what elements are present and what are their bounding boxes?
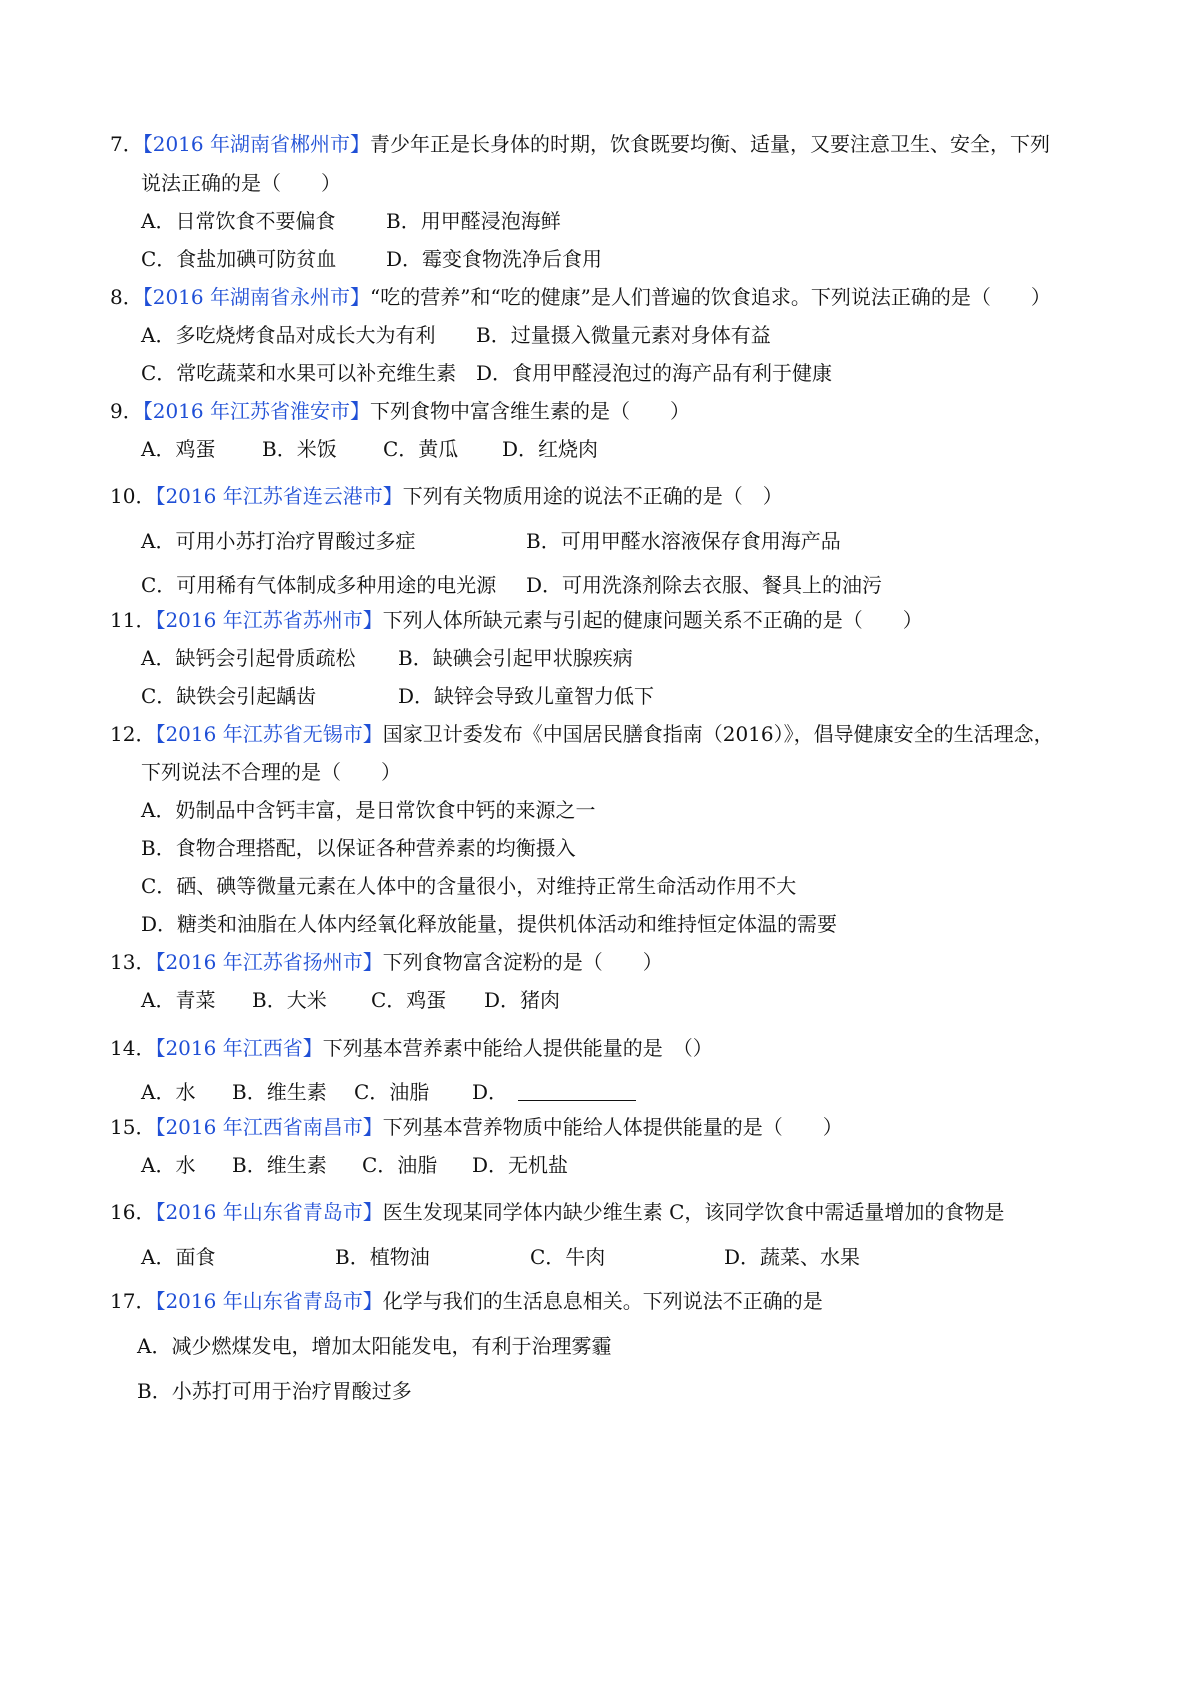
question-number: 12． bbox=[110, 722, 156, 746]
question-source: 【2016 年湖南省永州市】 bbox=[142, 285, 370, 309]
question-stem: 下列基本营养物质中能给人体提供能量的是（ ） bbox=[382, 1115, 843, 1139]
option: A．水 bbox=[141, 1153, 196, 1177]
question-number: 17． bbox=[110, 1289, 156, 1313]
option: D．无机盐 bbox=[472, 1153, 569, 1177]
question-source: 【2016 年山东省青岛市】 bbox=[155, 1289, 383, 1313]
question-stem-continued: 下列说法不合理的是（ ） bbox=[141, 760, 401, 784]
option: B．大米 bbox=[252, 988, 327, 1012]
option: C．可用稀有气体制成多种用途的电光源 bbox=[141, 573, 497, 597]
option: A．可用小苏打治疗胃酸过多症 bbox=[141, 529, 416, 553]
question-11 bbox=[110, 608, 923, 632]
question-number: 9． bbox=[110, 399, 143, 423]
question-number: 15． bbox=[110, 1115, 156, 1139]
option: B．过量摄入微量元素对身体有益 bbox=[476, 323, 771, 347]
question-stem: “吃的营养”和“吃的健康”是人们普遍的饮食追求。下列说法正确的是（ ） bbox=[370, 285, 1051, 309]
option: C．黄瓜 bbox=[383, 437, 459, 461]
option: D． bbox=[472, 1080, 509, 1104]
question-source: 【2016 年江苏省苏州市】 bbox=[155, 608, 383, 632]
question-13 bbox=[110, 950, 663, 974]
option: A．水 bbox=[141, 1080, 196, 1104]
question-9 bbox=[110, 399, 690, 423]
question-number: 13． bbox=[110, 950, 156, 974]
question-number: 16． bbox=[110, 1200, 156, 1224]
option-d-fill-in bbox=[472, 1080, 636, 1104]
option: D．红烧肉 bbox=[502, 437, 599, 461]
option: A．面食 bbox=[141, 1245, 216, 1269]
question-number: 7． bbox=[110, 132, 143, 156]
question-source: 【2016 年江苏省淮安市】 bbox=[142, 399, 370, 423]
option: A．日常饮食不要偏食 bbox=[141, 209, 336, 233]
question-16 bbox=[110, 1200, 1004, 1224]
question-stem: 下列食物中富含维生素的是（ ） bbox=[370, 399, 690, 423]
question-source: 【2016 年江苏省连云港市】 bbox=[155, 484, 403, 508]
question-stem: 国家卫计委发布《中国居民膳食指南（2016）》，倡导健康安全的生活理念， bbox=[382, 722, 1054, 746]
option: B．米饭 bbox=[262, 437, 337, 461]
option: C．缺铁会引起龋齿 bbox=[141, 684, 317, 708]
question-8 bbox=[110, 285, 1051, 309]
question-stem: 下列有关物质用途的说法不正确的是（ ） bbox=[402, 484, 783, 508]
question-source: 【2016 年湖南省郴州市】 bbox=[142, 132, 370, 156]
question-12 bbox=[110, 722, 1054, 746]
option: C．硒、碘等微量元素在人体中的含量很小，对维持正常生命活动作用不大 bbox=[141, 874, 797, 898]
question-number: 14． bbox=[110, 1036, 156, 1060]
option: D．食用甲醛浸泡过的海产品有利于健康 bbox=[476, 361, 833, 385]
question-source: 【2016 年山东省青岛市】 bbox=[155, 1200, 383, 1224]
option: B．用甲醛浸泡海鲜 bbox=[386, 209, 561, 233]
question-number: 11． bbox=[110, 608, 156, 632]
question-source: 【2016 年江西省南昌市】 bbox=[155, 1115, 383, 1139]
option: A．青菜 bbox=[141, 988, 216, 1012]
option: C．牛肉 bbox=[530, 1245, 606, 1269]
question-stem: 下列基本营养素中能给人提供能量的是 （） bbox=[322, 1036, 713, 1060]
option: B．维生素 bbox=[232, 1153, 327, 1177]
option: D．蔬菜、水果 bbox=[724, 1245, 861, 1269]
option: B．食物合理搭配，以保证各种营养素的均衡摄入 bbox=[141, 836, 576, 860]
question-source: 【2016 年江苏省扬州市】 bbox=[155, 950, 383, 974]
question-stem: 下列食物富含淀粉的是（ ） bbox=[382, 950, 663, 974]
question-stem: 医生发现某同学体内缺少维生素 C，该同学饮食中需适量增加的食物是 bbox=[382, 1200, 1005, 1224]
question-number: 8． bbox=[110, 285, 143, 309]
question-stem: 下列人体所缺元素与引起的健康问题关系不正确的是（ ） bbox=[382, 608, 923, 632]
option: B．植物油 bbox=[335, 1245, 430, 1269]
option: B．缺碘会引起甲状腺疾病 bbox=[398, 646, 633, 670]
question-17 bbox=[110, 1289, 823, 1313]
option: C．食盐加碘可防贫血 bbox=[141, 247, 337, 271]
option: D．可用洗涤剂除去衣服、餐具上的油污 bbox=[526, 573, 883, 597]
option: D．糖类和油脂在人体内经氧化释放能量，提供机体活动和维持恒定体温的需要 bbox=[141, 912, 838, 936]
question-15 bbox=[110, 1115, 843, 1139]
option: C．油脂 bbox=[354, 1080, 430, 1104]
option: B．小苏打可用于治疗胃酸过多 bbox=[137, 1379, 412, 1403]
answer-blank bbox=[518, 1080, 636, 1101]
option: A．减少燃煤发电，增加太阳能发电，有利于治理雾霾 bbox=[137, 1334, 612, 1358]
option: B．可用甲醛水溶液保存食用海产品 bbox=[526, 529, 841, 553]
question-stem: 青少年正是长身体的时期，饮食既要均衡、适量，又要注意卫生、安全，下列 bbox=[370, 132, 1050, 156]
question-14 bbox=[110, 1036, 713, 1060]
option: A．缺钙会引起骨质疏松 bbox=[141, 646, 356, 670]
option: D．猪肉 bbox=[484, 988, 561, 1012]
option: B．维生素 bbox=[232, 1080, 327, 1104]
question-7 bbox=[110, 132, 1050, 156]
option: C．鸡蛋 bbox=[371, 988, 447, 1012]
question-stem-continued: 说法正确的是（ ） bbox=[141, 171, 341, 195]
option: A．鸡蛋 bbox=[141, 437, 216, 461]
option: A．奶制品中含钙丰富，是日常饮食中钙的来源之一 bbox=[141, 798, 596, 822]
question-stem: 化学与我们的生活息息相关。下列说法不正确的是 bbox=[382, 1289, 823, 1313]
option: C．油脂 bbox=[362, 1153, 438, 1177]
question-number: 10． bbox=[110, 484, 156, 508]
question-source: 【2016 年江西省】 bbox=[155, 1036, 323, 1060]
option: D．霉变食物洗净后食用 bbox=[386, 247, 603, 271]
option: C．常吃蔬菜和水果可以补充维生素 bbox=[141, 361, 457, 385]
question-source: 【2016 年江苏省无锡市】 bbox=[155, 722, 383, 746]
question-10 bbox=[110, 484, 783, 508]
option: D．缺锌会导致儿童智力低下 bbox=[398, 684, 655, 708]
option: A．多吃烧烤食品对成长大为有利 bbox=[141, 323, 436, 347]
